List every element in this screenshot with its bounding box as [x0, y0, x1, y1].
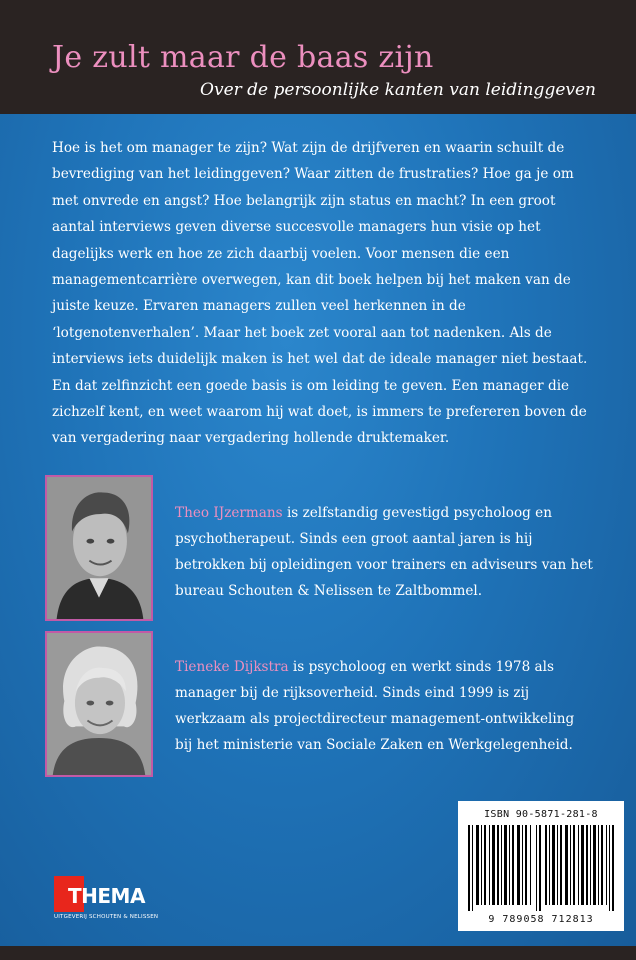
isbn-barcode-box: [458, 801, 624, 931]
publisher-name: THEMA: [68, 884, 145, 908]
author-name-tieneke: Tieneke Dijkstra: [175, 659, 289, 675]
footer-band: [0, 946, 636, 960]
author-name-theo: Theo IJzermans: [175, 505, 283, 521]
author-bio-text-theo: is zelfstandig gevestigd psycholoog en psychotherapeut. Sinds een groot aantal jaren is hij betrokken bij opleidingen voor trainers en adviseurs van het bureau Schouten & Nelissen te Zaltbommel.: [175, 505, 593, 599]
blurb-text: Hoe is het om manager te zijn? Wat zijn de drijfveren en waarin schuilt de bevrediging van het leidinggeven? Waar zitten de frustraties? Hoe ga je om met onvrede en angst? Hoe belangrijk zijn status en macht? In een groot aantal interviews geven diverse succesvolle managers hun visie op het dagelijks werk en hoe ze zich daarbij voelen. Voor mensen die een managementcarrière overwegen, kan dit boek helpen bij het maken van de juiste keuze. Ervaren managers zullen veel herkennen in de ‘lotgenotenverhalen’. Maar het boek zet vooral aan tot nadenken. Als de interviews iets duidelijk maken is het wel dat de ideale manager niet bestaat. En dat zelfinzicht een goede basis is om leiding te geven. Een manager die zichzelf kent, en weet waarom hij wat doet, is immers te prefereren boven de van vergadering naar vergadering hollende druktemaker.: [52, 140, 588, 447]
author-photo-theo: [45, 475, 153, 621]
barcode-digits: 9 789058 712813: [488, 914, 594, 925]
publisher-logo: [54, 876, 174, 928]
author-bio-tieneke: [175, 654, 595, 758]
barcode-icon: [468, 825, 614, 911]
header-band: [0, 0, 636, 114]
publisher-subline: UITGEVERIJ SCHOUTEN & NELISSEN: [54, 914, 159, 920]
book-title: Je zult maar de baas zijn: [52, 40, 434, 75]
author-bio-text-tieneke: is psycholoog en werkt sinds 1978 als manager bij de rijksoverheid. Sinds eind 1999 is zij werkzaam als projectdirecteur management-ontwikkeling bij het ministerie van Sociale Zaken en Werkgelegenheid.: [175, 659, 575, 753]
isbn-label: ISBN 90-5871-281-8: [484, 809, 598, 820]
author-photo-tieneke: [45, 631, 153, 777]
book-subtitle: Over de persoonlijke kanten van leidinggeven: [200, 80, 596, 100]
author-bio-theo: [175, 500, 595, 604]
